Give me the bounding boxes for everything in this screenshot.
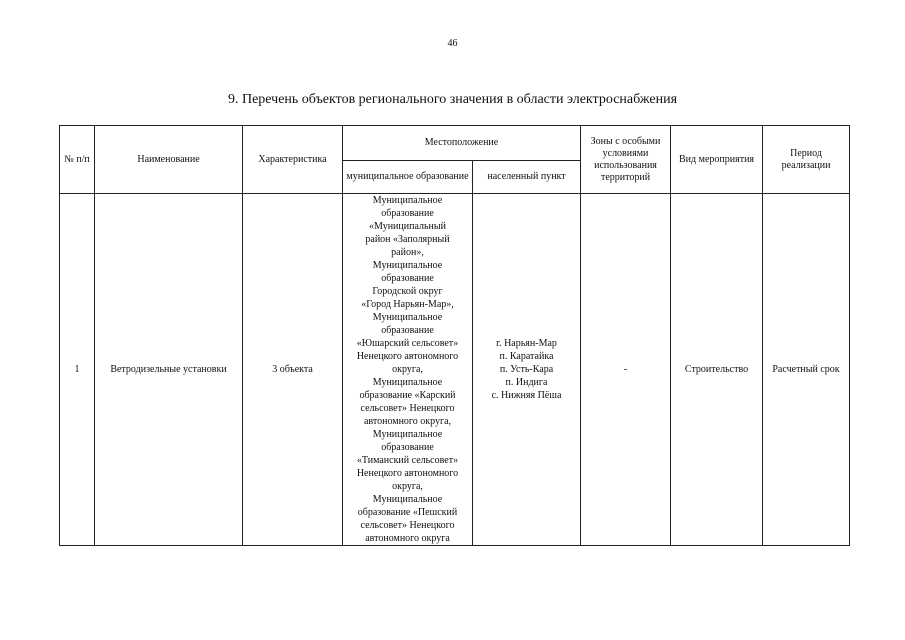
cell-line: г. Нарьян-Мар (496, 338, 557, 349)
cell-line: Муниципальное (372, 429, 443, 440)
cell-line: автономного округа (365, 533, 450, 544)
cell-characteristic: 3 объекта (243, 194, 343, 546)
cell-name: Ветродизельные установки (95, 194, 243, 546)
document-title: 9. Перечень объектов регионального значения в области электроснабжения (227, 92, 678, 107)
cell-settlements (473, 194, 581, 546)
cell-period: Расчетный срок (763, 194, 850, 546)
header-period: Период реализации (763, 126, 850, 194)
cell-municipal (343, 194, 473, 546)
cell-line: «Город Нарьян-Мар», (361, 299, 454, 310)
header-action: Вид мероприятия (671, 126, 763, 194)
table-header-row (60, 126, 850, 161)
cell-line: п. Усть-Кара (499, 364, 554, 375)
cell-num: 1 (60, 194, 95, 546)
header-num: № п/п (60, 126, 95, 194)
cell-line: образование (381, 208, 434, 219)
header-location-municipal: муниципальное образование (343, 161, 473, 194)
cell-line: с. Нижняя Пёша (491, 390, 562, 401)
cell-line: сельсовет» Ненецкого (360, 520, 455, 531)
cell-line: образование (381, 325, 434, 336)
cell-line: «Муниципальный (369, 221, 446, 232)
objects-table (59, 125, 850, 546)
cell-line: район», (391, 247, 424, 258)
cell-action: Строительство (671, 194, 763, 546)
cell-line: образование (381, 442, 434, 453)
cell-line: образование «Пешский (357, 507, 458, 518)
cell-line: округа, (392, 364, 423, 375)
cell-zones: - (581, 194, 671, 546)
page-number: 46 (447, 38, 458, 49)
cell-line: п. Индига (505, 377, 548, 388)
header-location-settlement: населенный пункт (473, 161, 581, 194)
header-characteristic: Характеристика (243, 126, 343, 194)
cell-line: Муниципальное (372, 494, 443, 505)
cell-line: округа, (392, 481, 423, 492)
header-location: Местоположение (343, 126, 581, 161)
table-row (60, 194, 850, 546)
cell-line: Муниципальное (372, 260, 443, 271)
cell-line: Муниципальное (372, 195, 443, 206)
cell-line: сельсовет» Ненецкого (360, 403, 455, 414)
cell-line: Муниципальное (372, 312, 443, 323)
cell-line: образование (381, 273, 434, 284)
cell-line: «Тиманский сельсовет» (356, 455, 459, 466)
cell-line: Ненецкого автономного (356, 468, 459, 479)
cell-line: образование «Карский (359, 390, 456, 401)
cell-line: Муниципальное (372, 377, 443, 388)
cell-line: п. Каратайка (499, 351, 554, 362)
cell-line: район «Заполярный (365, 234, 450, 245)
header-zones: Зоны с особыми условиями использования территорий (581, 126, 671, 194)
cell-line: Ненецкого автономного (356, 351, 459, 362)
cell-line: автономного округа, (363, 416, 452, 427)
cell-line: Городской округ (372, 286, 443, 297)
header-name: Наименование (95, 126, 243, 194)
cell-line: «Юшарский сельсовет» (356, 338, 459, 349)
